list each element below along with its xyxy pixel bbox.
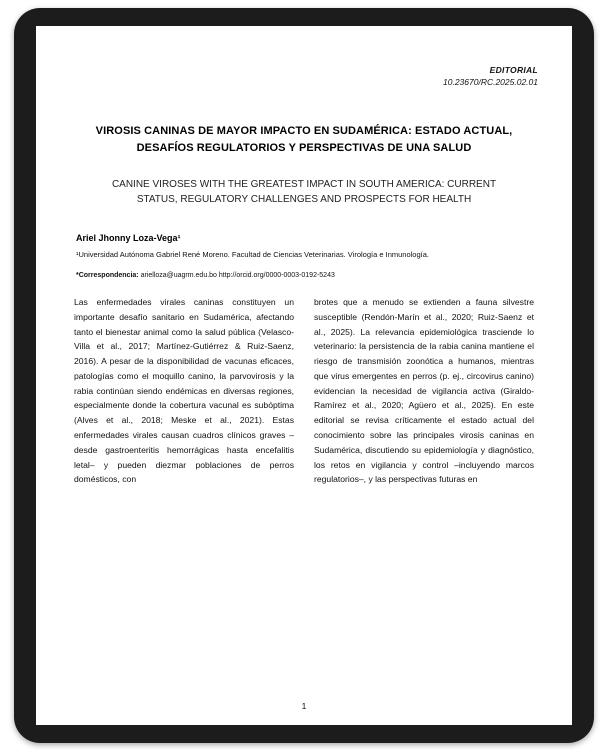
page-number: 1 <box>301 701 307 711</box>
correspondence <box>70 272 538 279</box>
body-columns <box>70 295 538 487</box>
editorial-label: EDITORIAL <box>489 65 538 75</box>
paragraph: brotes que a menudo se extienden a fauna silvestre susceptible (Rendón-Marín et al., 2020; Ruiz-Saenz et al., 2025). La relevancia epidemiológica trasciende lo veterinario: la persistencia de la rabia canina mantiene el riesgo de transmisión zoonótica a humanos, mientras que virus emergentes en perros (p. ej., circovirus canino) evidencian la necesidad de vigilancia activa (Giraldo-Ramírez et al., 2020; Agüero et al., 2025). En este editorial se revisa críticamente el estado actual del conocimiento sobre las principales virosis caninas en Sudamérica, discutiendo su epidemiología y diagnóstico, los retos en vigilancia y control –incluyendo marcos regulatorios–, y las perspectivas futuras en <box>314 296 534 485</box>
author-name: Ariel Jhonny Loza-Vega¹ <box>76 232 181 243</box>
paragraph: Las enfermedades virales caninas constituyen un importante desafío sanitario en Sudamérica, afectando tanto el bienestar animal como la salud pública (Velasco-Villa et al., 2017; Martínez-Gutiérrez & Ruiz-Saenz, 2016). A pesar de la disponibilidad de vacunas eficaces, patologías como el moquillo canino, la parvovirosis y la rabia continúan siendo endémicas en diversas regiones, especialmente donde la cobertura vacunal es subóptima (Alves et al., 2018; Meske et al., 2021). Estas enfermedades virales causan cuadros clínicos graves –desde gastroenteritis hemorrágicas hasta encefalitis letal– y pueden diezmar poblaciones de perros domésticos, con <box>74 296 294 485</box>
device-frame <box>14 8 594 743</box>
author-affiliation: ¹Universidad Autónoma Gabriel René Moreno. Facultad de Ciencias Veterinarias. Virología e Inmunología. <box>76 249 429 259</box>
page-subtitle: CANINE VIROSES WITH THE GREATEST IMPACT IN SOUTH AMERICA: CURRENT STATUS, REGULATORY CHALLENGES AND PROSPECTS FOR HEALTH <box>111 178 497 205</box>
correspondence-label: *Correspondencia: <box>76 271 139 279</box>
document-header <box>70 64 538 89</box>
body-column-right <box>314 295 534 487</box>
correspondence-value[interactable]: arielloza@uagrm.edu.bo http://orcid.org/0000-0003-0192-5243 <box>140 271 335 279</box>
page-title: VIROSIS CANINAS DE MAYOR IMPACTO EN SUDAMÉRICA: ESTADO ACTUAL, DESAFÍOS REGULATORIOS Y PERSPECTIVAS DE UNA SALUD <box>95 124 513 154</box>
body-column-left <box>74 295 294 487</box>
document-page <box>36 26 572 725</box>
doi-text: 10.23670/RC.2025.02.01 <box>443 77 538 88</box>
